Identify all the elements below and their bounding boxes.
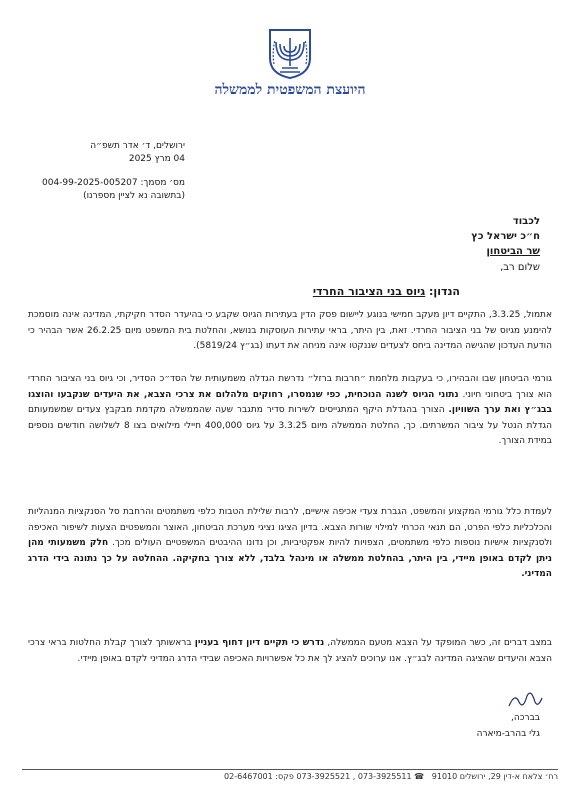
state-emblem-icon bbox=[266, 28, 314, 80]
reference-note: (בתשובה נא לציין מספרנו) bbox=[83, 191, 185, 201]
greeting: שלום רב, bbox=[500, 262, 540, 273]
addressee-title: שר הביטחון bbox=[486, 246, 540, 257]
closing: בברכה, bbox=[511, 713, 540, 723]
paragraph-2-intro: גורמי הביטחון שבו והבהירו, כי בעקבות מלחמת ״חרבות ברזל״ נדרשת הגדלה משמעותית של הסד״כ הסדיר, וכי גיוס בני הציבור החרדי הוא צורך ביטחוני חיוני. bbox=[28, 374, 552, 400]
paragraph-1: אתמול, 3.3.25, התקיים דיון מעקב חמישי בנוגע ליישום פסק הדין בעתירות הגיוס שקבע כי בהיעדר הסדר חקיקתי, המדינה אינה מוסמכת להימנע מגיוס של בני הציבור החרדי. זאת, בין היתר, בראי עתירות העוסקות בנושא, והחלטת בית המשפט מיום 26.2.25 אשר הבהיר כי הודעת העדכון שהגישה המדינה ביחס לצעדים שננקטו אינה מניחה את דעתו (בג״ץ 5819/24). bbox=[28, 310, 552, 351]
paragraph-2-rest: הצורך בהגדלת היקף המתגייסים לשירות סדיר מתגבר שעה שהממשלה מקדמת מבקבץ צעדים שמשמעותם הגדלת הנטל על ציבור המשרתים. כך, החלטת הממשלה מיום 3.3.25 על גיוס 400,000 חיילי מילואים בצו 8 לשלושה חודשים נוספים במידת הצורך. bbox=[28, 405, 552, 446]
office-name: היועצת המשפטית לממשלה bbox=[214, 82, 366, 98]
footer-phones: 073-3925511 , 073-3925521 פקס: 02-6467001 bbox=[224, 772, 412, 781]
subject-label: הנדון: bbox=[429, 285, 460, 298]
footer-address: רח׳ צלאח א-דין 29, ירושלים 91010 bbox=[431, 772, 558, 781]
gregorian-date: 04 מרץ 2025 bbox=[128, 154, 185, 164]
footer-divider bbox=[22, 769, 558, 770]
paragraph-4-intro: במצב דברים זה, כשר המופקד על הצבא מטעם הממשלה, bbox=[324, 638, 552, 648]
addressee-salutation: לכבוד bbox=[512, 216, 540, 227]
document-number: מס׳ מסמך: 004-99-2025-005207 bbox=[42, 178, 185, 188]
handwritten-signature bbox=[505, 690, 545, 710]
signer-name: גלי בהרב-מיארה bbox=[476, 729, 540, 739]
hebrew-date: ירושלים, ד׳ אדר תשפ״ה bbox=[90, 141, 185, 151]
paragraph-4-rest: בראשותך לצורך קבלת החלטות בראי צרכי הצבא והיעדים שהציגה המדינה לבג״ץ. אנו ערוכים להציג לך את כל אפשרויות האכיפה שבידי הדרג המדיני לקדם באופן מיידי. bbox=[28, 638, 552, 664]
paragraph-4 bbox=[28, 636, 552, 667]
paragraph-2-emphasis: נתוני הגיוס לשנה הנוכחית, כפי שנמסרו, רחוקים מלהלום את צרכי הצבא, את היעדים שנקבעו והוצגו בבג״ץ ואת ערך השוויון. bbox=[28, 389, 552, 415]
addressee-name: ח״כ ישראל כץ bbox=[471, 231, 540, 242]
footer bbox=[22, 772, 558, 781]
document-meta bbox=[15, 140, 185, 203]
paragraph-3-middle: בדיון הציגו נציגי מערכת הביטחון, האוצר והמשפטים הצעות לשיפור האכיפה ולסנקציות אישיות נוספות כלפי משתמטים, הצפויות להיות אפקטיביות, וכן נדונו ההיבטים המשפטיים העולים מכך. bbox=[28, 522, 552, 548]
signature-block bbox=[477, 710, 540, 742]
paragraph-2 bbox=[28, 372, 552, 450]
paragraph-3 bbox=[28, 505, 552, 583]
subject-line bbox=[313, 285, 460, 298]
paragraph-3-intro: לעמדת כלל גורמי המקצוע והמשפט, הגברת צעדי אכיפה אישיים, לרבות שלילת הטבות כלפי משתמטים והרחבת סל הסנקציות המנהליות והכלכליות כלפי הפרט, הם תנאי הכרחי למילוי שורות הצבא. bbox=[28, 507, 552, 533]
addressee bbox=[471, 214, 540, 259]
paragraph-3-emphasis: חלק משמעותי מהן ניתן לקדם באופן מיידי, בין היתר, בהחלטת ממשלה או מינהל בלבד, ללא צורך בחקיקה. ההחלטה על כך נתונה בידי הדרג המדיני. bbox=[28, 538, 552, 579]
phone-icon: ☎ bbox=[414, 772, 425, 781]
paragraph-4-emphasis: נדרש כי תקיים דיון דחוף בעניין bbox=[194, 638, 325, 648]
subject-text: גיוס בני הציבור החרדי bbox=[312, 285, 426, 298]
